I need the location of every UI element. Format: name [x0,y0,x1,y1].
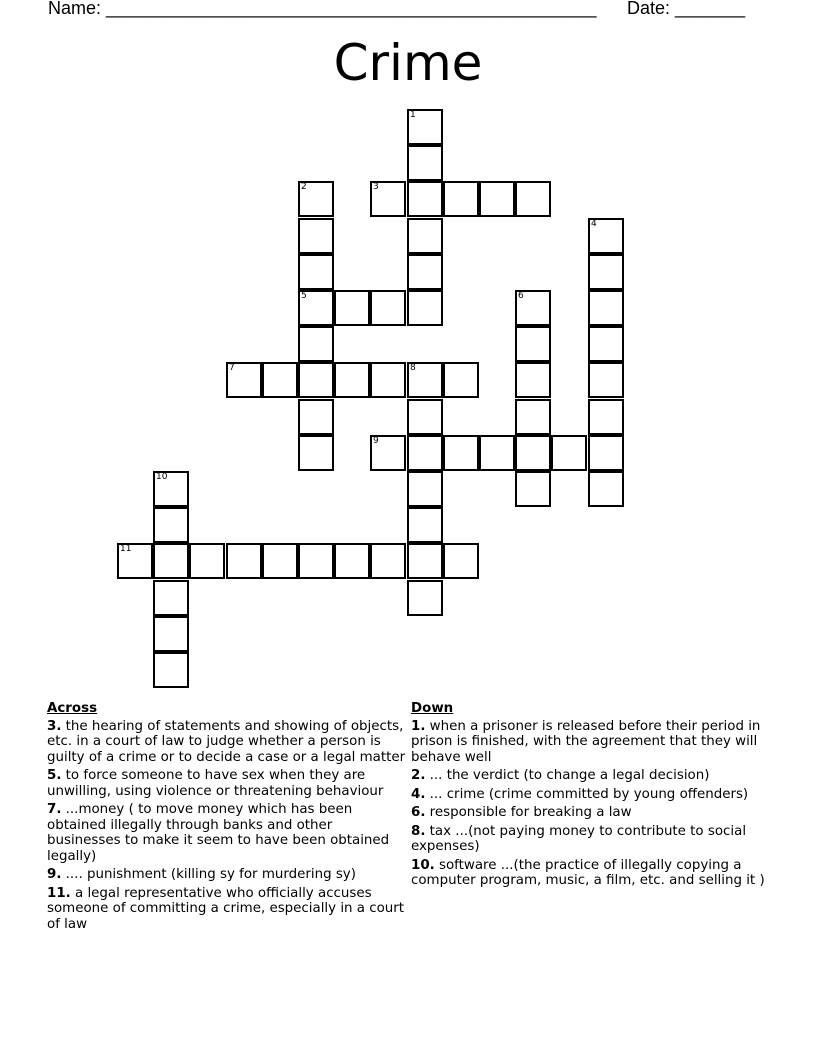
clue-number: 9. [47,867,62,882]
grid-cell[interactable] [370,290,406,326]
page-title: Crime [333,34,483,92]
grid-cell[interactable] [153,616,189,652]
clue-text: ... the verdict (to change a legal decision) [429,768,710,783]
clue-number: 11. [47,885,71,901]
grid-cell[interactable] [407,362,443,398]
cell-number: 5 [301,291,307,301]
clue-text: tax ...(not paying money to contribute to social expenses) [411,823,747,854]
grid-cell[interactable] [298,290,334,326]
down-clue [411,858,766,889]
grid-cell[interactable] [479,435,515,471]
grid-cell[interactable] [588,435,624,471]
grid-cell[interactable] [515,399,551,435]
down-clue [411,824,766,855]
grid-cell[interactable] [298,362,334,398]
clue-text: to force someone to have sex when they are unwilling, using violence or threatening behaviour [47,768,384,799]
grid-cell[interactable] [588,362,624,398]
grid-cell[interactable] [298,435,334,471]
grid-cell[interactable] [407,145,443,181]
grid-cell[interactable] [515,181,551,217]
across-heading: Across [47,701,98,716]
down-clue [411,719,766,766]
grid-cell[interactable] [407,109,443,145]
clue-text: software ...(the practice of illegally copying a computer program, music, a film, etc. and selling it ) [411,857,765,888]
across-clue [47,719,407,766]
cell-number: 4 [591,219,597,229]
grid-cell[interactable] [588,471,624,507]
clue-number: 1. [411,718,426,734]
grid-cell[interactable] [588,290,624,326]
grid-cell[interactable] [443,362,479,398]
cell-number: 9 [373,436,379,446]
clue-text: a legal representative who officially accuses someone of committing a crime, especially in a court of law [47,885,405,932]
clue-number: 2. [411,768,426,783]
grid-cell[interactable] [153,652,189,688]
cell-number: 11 [120,544,132,554]
grid-cell[interactable] [298,254,334,290]
clue-text: responsible for breaking a law [429,805,632,820]
grid-cell[interactable] [407,580,443,616]
grid-cell[interactable] [298,181,334,217]
across-clue [47,867,407,883]
across-clue [47,886,407,933]
clue-number: 6. [411,805,426,820]
down-clue [411,805,766,821]
grid-cell[interactable] [515,326,551,362]
grid-cell[interactable] [153,507,189,543]
across-clue [47,802,407,864]
clue-text: ... crime (crime committed by young offenders) [429,786,749,802]
clue-number: 8. [411,823,426,839]
down-clue [411,787,766,803]
grid-cell[interactable] [407,399,443,435]
grid-cell[interactable] [407,507,443,543]
across-clues [47,701,407,935]
grid-cell[interactable] [515,435,551,471]
grid-cell[interactable] [407,471,443,507]
cell-number: 10 [156,472,168,482]
grid-cell[interactable] [588,399,624,435]
down-clue [411,768,766,784]
down-heading: Down [411,701,454,716]
grid-cell[interactable] [588,254,624,290]
grid-cell[interactable] [153,543,189,579]
grid-cell[interactable] [117,543,153,579]
grid-cell[interactable] [443,435,479,471]
clue-text: .... punishment (killing sy for murdering sy) [65,867,356,882]
grid-cell[interactable] [443,543,479,579]
grid-cell[interactable] [298,218,334,254]
clue-text: ...money ( to move money which has been obtained illegally through banks and other businesses to make it seem to have been obtained legally) [47,802,390,864]
grid-cell[interactable] [407,181,443,217]
grid-cell[interactable] [370,543,406,579]
grid-cell[interactable] [551,435,587,471]
date-field-label: Date: _______ [627,0,746,18]
grid-cell[interactable] [153,580,189,616]
grid-cell[interactable] [370,181,406,217]
cell-number: 6 [518,291,524,301]
clue-text: when a prisoner is released before their period in prison is finished, with the agreement that they will behave well [411,718,761,765]
grid-cell[interactable] [262,362,298,398]
grid-cell[interactable] [298,543,334,579]
grid-cell[interactable] [515,362,551,398]
grid-cell[interactable] [443,181,479,217]
clue-text: the hearing of statements and showing of objects, etc. in a court of law to judge whether a person is guilty of a crime or to decide a case or a legal matter [47,718,406,765]
grid-cell[interactable] [153,471,189,507]
cell-number: 2 [301,182,307,192]
grid-cell[interactable] [189,543,225,579]
grid-cell[interactable] [262,543,298,579]
grid-cell[interactable] [515,290,551,326]
grid-cell[interactable] [515,471,551,507]
grid-cell[interactable] [226,362,262,398]
grid-cell[interactable] [334,290,370,326]
grid-cell[interactable] [370,435,406,471]
down-clues [411,701,766,892]
cell-number: 3 [373,182,379,192]
clue-number: 7. [47,802,62,817]
clue-number: 3. [47,718,62,734]
grid-cell[interactable] [407,435,443,471]
grid-cell[interactable] [588,326,624,362]
name-field-label: Name: _________________________________________________ [48,0,597,18]
cell-number: 8 [410,363,416,373]
grid-cell[interactable] [298,399,334,435]
grid-cell[interactable] [479,181,515,217]
cell-number: 7 [229,363,235,373]
grid-cell[interactable] [407,290,443,326]
clue-number: 10. [411,857,435,873]
across-clue [47,768,407,799]
grid-cell[interactable] [298,326,334,362]
grid-cell[interactable] [407,218,443,254]
grid-cell[interactable] [407,254,443,290]
clue-number: 5. [47,768,62,783]
grid-cell[interactable] [407,543,443,579]
cell-number: 1 [410,110,416,120]
grid-cell[interactable] [226,543,262,579]
grid-cell[interactable] [334,362,370,398]
grid-cell[interactable] [370,362,406,398]
grid-cell[interactable] [588,218,624,254]
clue-number: 4. [411,786,426,802]
grid-cell[interactable] [334,543,370,579]
